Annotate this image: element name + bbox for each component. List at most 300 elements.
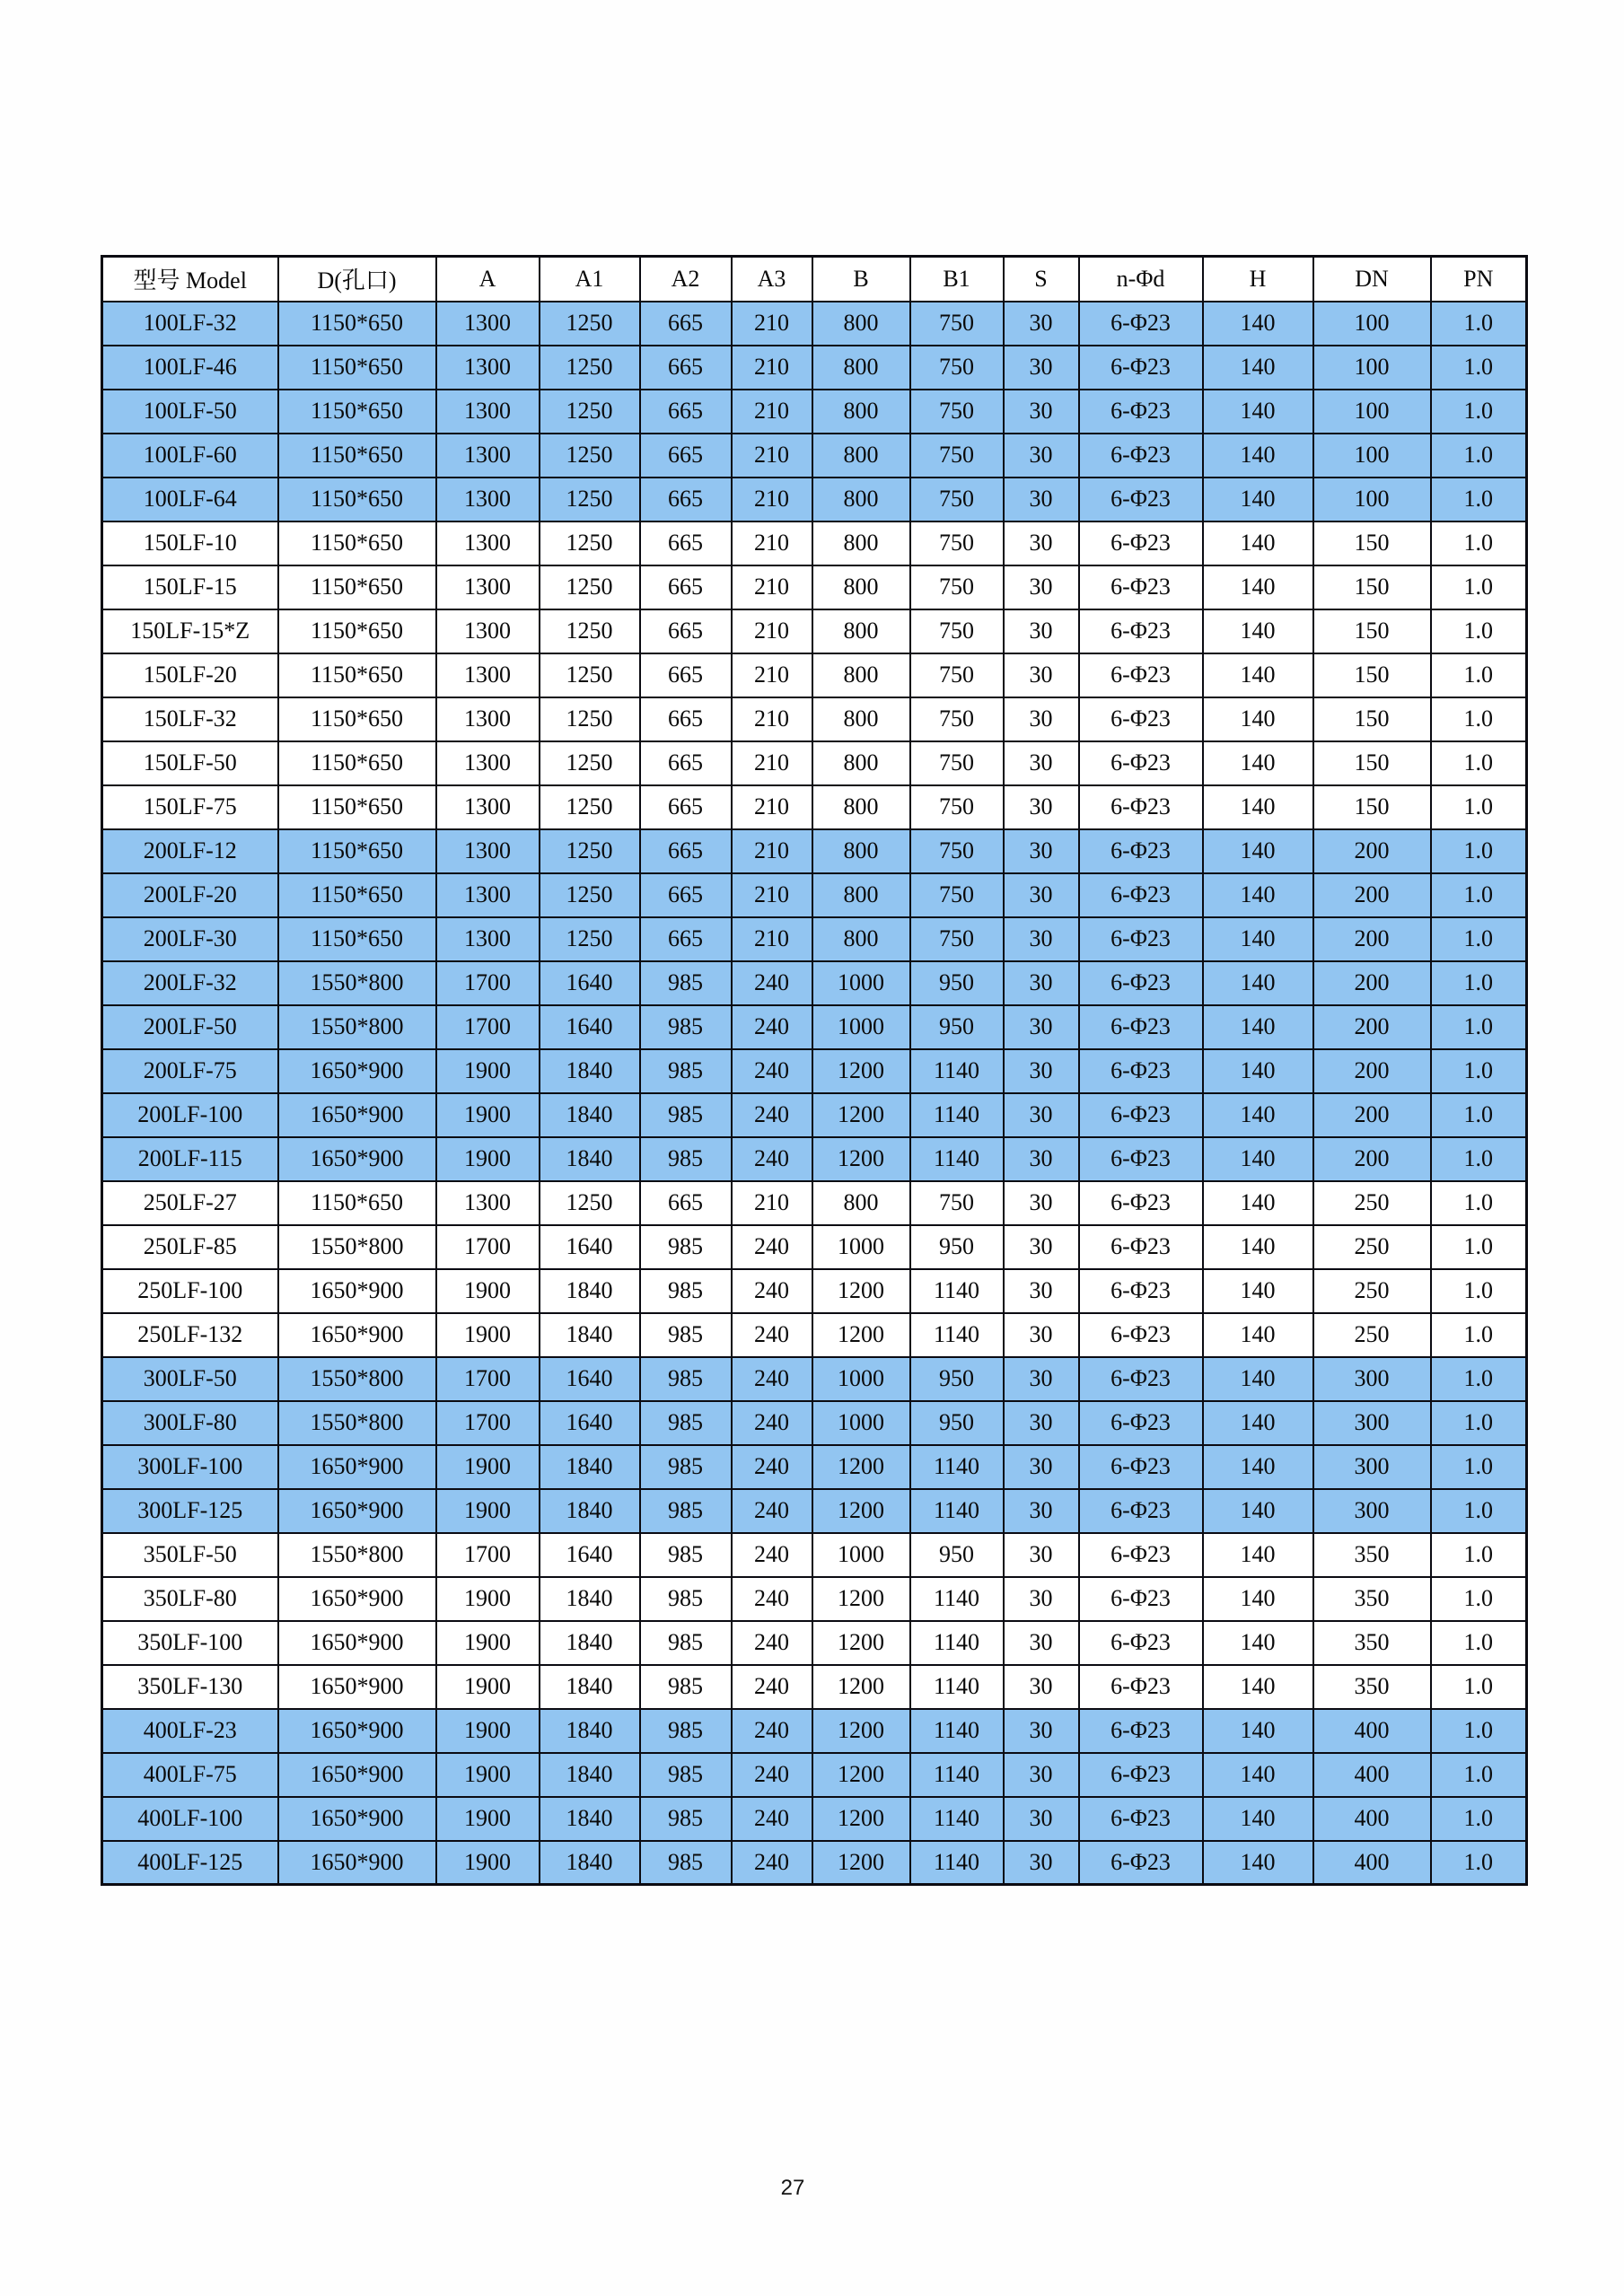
model-cell: 200LF-115 [102, 1137, 278, 1181]
table-cell: 1550*800 [278, 1005, 436, 1049]
table-cell: 6-Φ23 [1079, 653, 1203, 697]
table-cell: 800 [812, 521, 910, 565]
table-cell: 1140 [910, 1093, 1004, 1137]
table-cell: 1140 [910, 1753, 1004, 1797]
table-cell: 985 [640, 1621, 732, 1665]
table-cell: 1150*650 [278, 785, 436, 829]
table-cell: 30 [1004, 1313, 1079, 1357]
table-row [102, 785, 1527, 829]
table-cell: 800 [812, 565, 910, 609]
table-cell: 30 [1004, 961, 1079, 1005]
table-cell: 1650*900 [278, 1841, 436, 1885]
table-cell: 6-Φ23 [1079, 521, 1203, 565]
column-header: PN [1431, 257, 1527, 302]
table-cell: 1300 [436, 785, 540, 829]
table-cell: 800 [812, 302, 910, 346]
table-cell: 1300 [436, 478, 540, 521]
model-cell: 200LF-75 [102, 1049, 278, 1093]
table-cell: 950 [910, 1225, 1004, 1269]
table-cell: 1250 [540, 521, 640, 565]
table-cell: 6-Φ23 [1079, 1049, 1203, 1093]
model-cell: 200LF-100 [102, 1093, 278, 1137]
table-cell: 200 [1313, 873, 1431, 917]
table-cell: 1900 [436, 1049, 540, 1093]
table-row [102, 1665, 1527, 1709]
table-cell: 30 [1004, 1665, 1079, 1709]
table-cell: 1150*650 [278, 478, 436, 521]
table-cell: 1900 [436, 1709, 540, 1753]
table-cell: 6-Φ23 [1079, 478, 1203, 521]
table-cell: 1840 [540, 1841, 640, 1885]
table-cell: 1.0 [1431, 521, 1527, 565]
table-cell: 6-Φ23 [1079, 697, 1203, 741]
table-cell: 30 [1004, 741, 1079, 785]
table-cell: 950 [910, 1401, 1004, 1445]
table-cell: 1.0 [1431, 1753, 1527, 1797]
table-cell: 30 [1004, 1225, 1079, 1269]
model-cell: 100LF-64 [102, 478, 278, 521]
table-cell: 6-Φ23 [1079, 1225, 1203, 1269]
table-cell: 200 [1313, 1005, 1431, 1049]
table-cell: 1140 [910, 1797, 1004, 1841]
table-cell: 1140 [910, 1445, 1004, 1489]
table-cell: 1200 [812, 1665, 910, 1709]
table-cell: 240 [732, 1445, 812, 1489]
table-cell: 1250 [540, 390, 640, 434]
model-cell: 150LF-15*Z [102, 609, 278, 653]
table-cell: 6-Φ23 [1079, 1533, 1203, 1577]
table-cell: 150 [1313, 653, 1431, 697]
table-cell: 1700 [436, 1401, 540, 1445]
table-row [102, 1753, 1527, 1797]
table-cell: 210 [732, 390, 812, 434]
table-cell: 210 [732, 434, 812, 478]
table-cell: 200 [1313, 1049, 1431, 1093]
table-cell: 140 [1203, 1665, 1313, 1709]
table-cell: 1140 [910, 1137, 1004, 1181]
table-cell: 6-Φ23 [1079, 1005, 1203, 1049]
table-cell: 1650*900 [278, 1577, 436, 1621]
table-cell: 1840 [540, 1709, 640, 1753]
table-cell: 140 [1203, 873, 1313, 917]
table-cell: 1150*650 [278, 521, 436, 565]
table-cell: 240 [732, 1753, 812, 1797]
table-cell: 140 [1203, 1753, 1313, 1797]
table-cell: 1200 [812, 1489, 910, 1533]
table-cell: 1.0 [1431, 1005, 1527, 1049]
table-cell: 6-Φ23 [1079, 741, 1203, 785]
table-cell: 30 [1004, 785, 1079, 829]
table-cell: 1.0 [1431, 1093, 1527, 1137]
table-cell: 1.0 [1431, 390, 1527, 434]
table-cell: 6-Φ23 [1079, 1841, 1203, 1885]
table-cell: 30 [1004, 1577, 1079, 1621]
table-cell: 400 [1313, 1797, 1431, 1841]
table-cell: 350 [1313, 1621, 1431, 1665]
table-cell: 1.0 [1431, 1225, 1527, 1269]
table-cell: 1840 [540, 1665, 640, 1709]
table-cell: 30 [1004, 1049, 1079, 1093]
table-cell: 665 [640, 697, 732, 741]
table-cell: 1200 [812, 1313, 910, 1357]
table-cell: 1700 [436, 1225, 540, 1269]
table-cell: 1300 [436, 609, 540, 653]
table-cell: 140 [1203, 1313, 1313, 1357]
table-cell: 30 [1004, 1841, 1079, 1885]
table-cell: 30 [1004, 917, 1079, 961]
table-cell: 30 [1004, 829, 1079, 873]
table-cell: 1300 [436, 302, 540, 346]
column-header: B1 [910, 257, 1004, 302]
table-cell: 665 [640, 302, 732, 346]
table-cell: 1900 [436, 1621, 540, 1665]
table-cell: 6-Φ23 [1079, 1709, 1203, 1753]
table-cell: 1650*900 [278, 1489, 436, 1533]
model-cell: 300LF-50 [102, 1357, 278, 1401]
table-cell: 30 [1004, 1797, 1079, 1841]
table-cell: 1900 [436, 1093, 540, 1137]
table-cell: 1700 [436, 961, 540, 1005]
table-cell: 140 [1203, 1401, 1313, 1445]
table-cell: 750 [910, 390, 1004, 434]
table-cell: 1000 [812, 1005, 910, 1049]
table-cell: 140 [1203, 1005, 1313, 1049]
model-cell: 150LF-20 [102, 653, 278, 697]
table-cell: 750 [910, 302, 1004, 346]
table-cell: 1150*650 [278, 609, 436, 653]
table-cell: 1150*650 [278, 1181, 436, 1225]
table-cell: 210 [732, 478, 812, 521]
table-cell: 750 [910, 609, 1004, 653]
table-cell: 1250 [540, 873, 640, 917]
table-cell: 1840 [540, 1753, 640, 1797]
table-cell: 1300 [436, 653, 540, 697]
model-cell: 200LF-30 [102, 917, 278, 961]
table-cell: 1840 [540, 1797, 640, 1841]
table-cell: 1140 [910, 1577, 1004, 1621]
column-header: A [436, 257, 540, 302]
table-cell: 240 [732, 1533, 812, 1577]
table-cell: 6-Φ23 [1079, 1401, 1203, 1445]
table-cell: 30 [1004, 390, 1079, 434]
table-cell: 6-Φ23 [1079, 1621, 1203, 1665]
table-cell: 150 [1313, 741, 1431, 785]
table-cell: 800 [812, 346, 910, 390]
table-cell: 1250 [540, 478, 640, 521]
table-cell: 30 [1004, 1445, 1079, 1489]
table-cell: 140 [1203, 346, 1313, 390]
table-cell: 150 [1313, 521, 1431, 565]
table-row [102, 1093, 1527, 1137]
table-cell: 30 [1004, 1709, 1079, 1753]
table-cell: 250 [1313, 1313, 1431, 1357]
table-cell: 140 [1203, 741, 1313, 785]
model-cell: 250LF-27 [102, 1181, 278, 1225]
table-cell: 750 [910, 653, 1004, 697]
table-cell: 240 [732, 1489, 812, 1533]
table-cell: 985 [640, 1577, 732, 1621]
table-cell: 1700 [436, 1005, 540, 1049]
table-cell: 1550*800 [278, 1225, 436, 1269]
table-cell: 6-Φ23 [1079, 785, 1203, 829]
table-cell: 30 [1004, 873, 1079, 917]
table-cell: 1150*650 [278, 917, 436, 961]
table-cell: 200 [1313, 961, 1431, 1005]
table-cell: 1150*650 [278, 873, 436, 917]
table-cell: 985 [640, 1269, 732, 1313]
table-cell: 665 [640, 741, 732, 785]
table-cell: 985 [640, 1093, 732, 1137]
table-row [102, 390, 1527, 434]
table-cell: 1.0 [1431, 1797, 1527, 1841]
table-cell: 400 [1313, 1709, 1431, 1753]
table-cell: 210 [732, 565, 812, 609]
table-cell: 200 [1313, 1137, 1431, 1181]
table-cell: 30 [1004, 1269, 1079, 1313]
model-cell: 300LF-80 [102, 1401, 278, 1445]
table-cell: 1900 [436, 1137, 540, 1181]
table-cell: 210 [732, 302, 812, 346]
table-cell: 985 [640, 1049, 732, 1093]
table-cell: 665 [640, 785, 732, 829]
table-cell: 1200 [812, 1709, 910, 1753]
table-cell: 1900 [436, 1489, 540, 1533]
table-cell: 1640 [540, 1225, 640, 1269]
table-cell: 140 [1203, 565, 1313, 609]
table-cell: 140 [1203, 1489, 1313, 1533]
table-cell: 1250 [540, 785, 640, 829]
table-cell: 240 [732, 961, 812, 1005]
table-cell: 6-Φ23 [1079, 1489, 1203, 1533]
table-cell: 1300 [436, 917, 540, 961]
table-cell: 1650*900 [278, 1445, 436, 1489]
table-cell: 1.0 [1431, 478, 1527, 521]
table-row [102, 653, 1527, 697]
table-cell: 1840 [540, 1621, 640, 1665]
table-cell: 30 [1004, 346, 1079, 390]
table-cell: 6-Φ23 [1079, 609, 1203, 653]
table-cell: 140 [1203, 653, 1313, 697]
table-cell: 1640 [540, 961, 640, 1005]
table-cell: 6-Φ23 [1079, 1137, 1203, 1181]
table-cell: 1300 [436, 697, 540, 741]
column-header: A2 [640, 257, 732, 302]
table-cell: 30 [1004, 1401, 1079, 1445]
table-cell: 1650*900 [278, 1621, 436, 1665]
table-cell: 6-Φ23 [1079, 1093, 1203, 1137]
table-cell: 1.0 [1431, 1313, 1527, 1357]
table-cell: 240 [732, 1225, 812, 1269]
column-header: A1 [540, 257, 640, 302]
table-cell: 1300 [436, 521, 540, 565]
table-cell: 140 [1203, 1709, 1313, 1753]
table-row [102, 697, 1527, 741]
table-cell: 1840 [540, 1489, 640, 1533]
table-cell: 1200 [812, 1445, 910, 1489]
table-cell: 985 [640, 1709, 732, 1753]
table-cell: 750 [910, 478, 1004, 521]
table-cell: 140 [1203, 1269, 1313, 1313]
table-cell: 750 [910, 785, 1004, 829]
model-cell: 200LF-32 [102, 961, 278, 1005]
table-cell: 1250 [540, 609, 640, 653]
table-cell: 985 [640, 1533, 732, 1577]
table-header-row [102, 257, 1527, 302]
table-cell: 985 [640, 1005, 732, 1049]
table-cell: 210 [732, 917, 812, 961]
table-cell: 30 [1004, 434, 1079, 478]
table-cell: 750 [910, 346, 1004, 390]
table-cell: 665 [640, 346, 732, 390]
table-cell: 210 [732, 609, 812, 653]
table-cell: 1640 [540, 1401, 640, 1445]
table-cell: 800 [812, 653, 910, 697]
table-cell: 1250 [540, 565, 640, 609]
table-cell: 210 [732, 653, 812, 697]
table-cell: 1.0 [1431, 1841, 1527, 1885]
column-header: H [1203, 257, 1313, 302]
table-cell: 140 [1203, 390, 1313, 434]
table-row [102, 434, 1527, 478]
model-cell: 250LF-100 [102, 1269, 278, 1313]
table-row [102, 346, 1527, 390]
table-cell: 665 [640, 829, 732, 873]
table-cell: 1140 [910, 1621, 1004, 1665]
table-cell: 665 [640, 1181, 732, 1225]
table-cell: 6-Φ23 [1079, 1445, 1203, 1489]
table-cell: 1.0 [1431, 1269, 1527, 1313]
table-cell: 240 [732, 1049, 812, 1093]
table-cell: 140 [1203, 785, 1313, 829]
table-cell: 6-Φ23 [1079, 1357, 1203, 1401]
table-cell: 210 [732, 346, 812, 390]
table-cell: 1200 [812, 1753, 910, 1797]
table-cell: 1200 [812, 1049, 910, 1093]
table-cell: 240 [732, 1269, 812, 1313]
model-cell: 100LF-50 [102, 390, 278, 434]
table-cell: 30 [1004, 1093, 1079, 1137]
table-row [102, 1445, 1527, 1489]
table-cell: 1900 [436, 1313, 540, 1357]
table-cell: 30 [1004, 1489, 1079, 1533]
table-row [102, 478, 1527, 521]
table-cell: 100 [1313, 434, 1431, 478]
table-cell: 300 [1313, 1489, 1431, 1533]
table-row [102, 1357, 1527, 1401]
table-cell: 1840 [540, 1445, 640, 1489]
table-cell: 100 [1313, 478, 1431, 521]
table-cell: 100 [1313, 346, 1431, 390]
table-cell: 210 [732, 1181, 812, 1225]
table-cell: 1840 [540, 1577, 640, 1621]
table-row [102, 1621, 1527, 1665]
table-cell: 985 [640, 1313, 732, 1357]
table-cell: 30 [1004, 1137, 1079, 1181]
table-cell: 1.0 [1431, 653, 1527, 697]
table-row [102, 1005, 1527, 1049]
table-cell: 140 [1203, 1225, 1313, 1269]
table-cell: 1.0 [1431, 1621, 1527, 1665]
table-cell: 1900 [436, 1841, 540, 1885]
model-cell: 250LF-85 [102, 1225, 278, 1269]
table-cell: 400 [1313, 1841, 1431, 1885]
table-cell: 1650*900 [278, 1137, 436, 1181]
table-cell: 1150*650 [278, 565, 436, 609]
table-cell: 250 [1313, 1181, 1431, 1225]
table-cell: 1150*650 [278, 346, 436, 390]
table-cell: 800 [812, 785, 910, 829]
table-cell: 400 [1313, 1753, 1431, 1797]
table-cell: 210 [732, 521, 812, 565]
table-cell: 140 [1203, 1445, 1313, 1489]
table-cell: 1650*900 [278, 1797, 436, 1841]
table-row [102, 1049, 1527, 1093]
table-row [102, 961, 1527, 1005]
table-cell: 6-Φ23 [1079, 873, 1203, 917]
table-cell: 1300 [436, 873, 540, 917]
model-cell: 350LF-50 [102, 1533, 278, 1577]
table-cell: 210 [732, 741, 812, 785]
table-cell: 985 [640, 1753, 732, 1797]
table-cell: 150 [1313, 609, 1431, 653]
table-cell: 30 [1004, 653, 1079, 697]
table-cell: 30 [1004, 609, 1079, 653]
table-cell: 1.0 [1431, 346, 1527, 390]
table-cell: 750 [910, 917, 1004, 961]
table-cell: 1.0 [1431, 1445, 1527, 1489]
table-cell: 1.0 [1431, 785, 1527, 829]
table-cell: 140 [1203, 1841, 1313, 1885]
table-cell: 140 [1203, 1093, 1313, 1137]
table-cell: 240 [732, 1621, 812, 1665]
table-cell: 1.0 [1431, 829, 1527, 873]
model-cell: 250LF-132 [102, 1313, 278, 1357]
table-cell: 1140 [910, 1665, 1004, 1709]
table-cell: 6-Φ23 [1079, 390, 1203, 434]
table-cell: 985 [640, 1841, 732, 1885]
table-cell: 985 [640, 1797, 732, 1841]
table-cell: 1300 [436, 741, 540, 785]
table-row [102, 302, 1527, 346]
table-cell: 210 [732, 873, 812, 917]
table-cell: 140 [1203, 1181, 1313, 1225]
table-cell: 1550*800 [278, 961, 436, 1005]
table-cell: 240 [732, 1093, 812, 1137]
table-cell: 1150*650 [278, 653, 436, 697]
table-cell: 350 [1313, 1665, 1431, 1709]
table-cell: 1700 [436, 1533, 540, 1577]
table-row [102, 521, 1527, 565]
table-cell: 1.0 [1431, 609, 1527, 653]
table-cell: 240 [732, 1357, 812, 1401]
model-cell: 150LF-50 [102, 741, 278, 785]
table-cell: 140 [1203, 302, 1313, 346]
table-cell: 140 [1203, 478, 1313, 521]
table-cell: 1.0 [1431, 1357, 1527, 1401]
table-cell: 30 [1004, 1357, 1079, 1401]
table-cell: 1000 [812, 961, 910, 1005]
table-cell: 800 [812, 1181, 910, 1225]
table-cell: 240 [732, 1137, 812, 1181]
column-header: n-Φd [1079, 257, 1203, 302]
table-cell: 1.0 [1431, 1137, 1527, 1181]
table-cell: 800 [812, 478, 910, 521]
table-cell: 1.0 [1431, 1489, 1527, 1533]
table-cell: 6-Φ23 [1079, 1269, 1203, 1313]
column-header: D(孔口) [278, 257, 436, 302]
table-cell: 1250 [540, 697, 640, 741]
table-row [102, 829, 1527, 873]
